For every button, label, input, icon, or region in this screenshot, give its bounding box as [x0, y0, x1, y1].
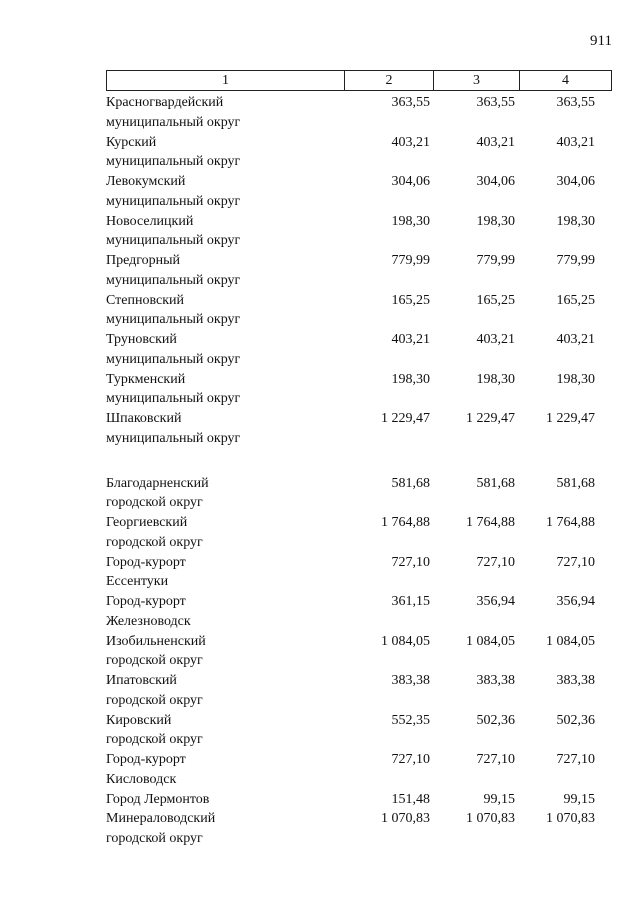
- row-value-v2: 198,30: [391, 213, 430, 229]
- row-name: Труновский муниципальный округ: [106, 332, 241, 367]
- row-value-v4: 403,21: [556, 134, 595, 150]
- row-value-v3: 403,21: [476, 332, 515, 347]
- row-name: Город-курорт Кисловодск: [106, 752, 186, 787]
- row-value-v3: 779,99: [476, 253, 515, 268]
- row-value-v2: 581,68: [391, 475, 430, 491]
- table-row: [0, 133, 640, 173]
- row-value-v2: 727,10: [391, 554, 430, 570]
- row-value-v3: 363,55: [476, 95, 515, 110]
- row-name: Город Лермонтов: [106, 791, 210, 807]
- row-value-v4: 1 084,05: [546, 633, 595, 649]
- table-row: [0, 513, 640, 553]
- table-row: [0, 632, 640, 672]
- row-value-v4: 581,68: [556, 475, 595, 491]
- section-spacer: [0, 449, 640, 474]
- table-row: [0, 370, 640, 410]
- row-name: Георгиевский городской округ: [106, 515, 203, 550]
- row-value-v2: 363,55: [391, 95, 430, 110]
- header-cell-2: 2: [345, 71, 434, 91]
- header-cell-3: 3: [434, 71, 520, 91]
- row-value-v2: 383,38: [391, 673, 430, 688]
- table-header: [106, 70, 612, 91]
- row-name: Город-курорт Железноводск: [106, 594, 191, 629]
- row-value-v3: 502,36: [476, 712, 515, 728]
- table-body: [0, 93, 640, 849]
- table-row: [0, 553, 640, 593]
- table-row: [0, 790, 640, 810]
- row-value-v4: 779,99: [556, 253, 595, 268]
- row-value-v3: 383,38: [476, 673, 515, 688]
- row-value-v4: 304,06: [556, 174, 595, 189]
- row-value-v2: 198,30: [391, 371, 430, 387]
- row-value-v2: 779,99: [391, 253, 430, 268]
- row-name: Изобильненский городской округ: [106, 633, 206, 668]
- row-value-v4: 502,36: [556, 712, 595, 728]
- row-name: Кировский городской округ: [106, 712, 203, 747]
- row-value-v3: 198,30: [476, 371, 515, 387]
- row-name: Минераловодский городской округ: [106, 811, 216, 846]
- row-value-v2: 1 229,47: [381, 411, 430, 426]
- row-value-v2: 151,48: [391, 791, 430, 807]
- row-value-v4: 99,15: [563, 791, 595, 807]
- row-name: Предгорный муниципальный округ: [106, 253, 241, 288]
- row-value-v4: 198,30: [556, 371, 595, 387]
- header-cell-4: 4: [520, 71, 612, 91]
- row-value-v2: 552,35: [391, 712, 430, 728]
- row-value-v3: 1 764,88: [466, 515, 515, 530]
- row-value-v3: 165,25: [476, 292, 515, 308]
- row-value-v4: 727,10: [556, 554, 595, 570]
- row-value-v4: 727,10: [556, 752, 595, 767]
- row-value-v2: 403,21: [391, 134, 430, 150]
- row-value-v4: 1 229,47: [546, 411, 595, 426]
- table-row: [0, 93, 640, 133]
- row-value-v2: 1 084,05: [381, 633, 430, 649]
- row-value-v4: 403,21: [556, 332, 595, 347]
- row-name: Туркменский муниципальный округ: [106, 371, 241, 406]
- row-value-v2: 727,10: [391, 752, 430, 767]
- row-value-v2: 304,06: [391, 174, 430, 189]
- row-value-v3: 727,10: [476, 554, 515, 570]
- table-row: [0, 671, 640, 711]
- table-row: [0, 291, 640, 331]
- page-number: 911: [590, 33, 612, 49]
- table-row: [0, 409, 640, 449]
- row-value-v4: 363,55: [556, 95, 595, 110]
- table-row: [0, 474, 640, 514]
- row-value-v3: 403,21: [476, 134, 515, 150]
- row-value-v3: 99,15: [483, 791, 515, 807]
- table-row: [0, 750, 640, 790]
- row-value-v3: 356,94: [476, 594, 515, 609]
- row-name: Курский муниципальный округ: [106, 134, 241, 169]
- row-name: Благодарненский городской округ: [106, 475, 209, 510]
- row-value-v3: 581,68: [476, 475, 515, 491]
- table-row: [0, 212, 640, 252]
- row-name: Ипатовский городской округ: [106, 673, 203, 708]
- row-name: Степновский муниципальный округ: [106, 292, 241, 327]
- row-value-v3: 1 070,83: [466, 811, 515, 826]
- row-value-v4: 383,38: [556, 673, 595, 688]
- row-value-v2: 361,15: [391, 594, 430, 609]
- row-value-v4: 198,30: [556, 213, 595, 229]
- row-name: Левокумский муниципальный округ: [106, 174, 241, 209]
- row-value-v2: 403,21: [391, 332, 430, 347]
- table-row: [0, 809, 640, 849]
- row-value-v3: 1 084,05: [466, 633, 515, 649]
- row-value-v4: 1 764,88: [546, 515, 595, 530]
- table-row: [0, 251, 640, 291]
- row-value-v4: 356,94: [556, 594, 595, 609]
- row-name: Красногвардейский муниципальный округ: [106, 95, 241, 130]
- row-value-v2: 1 070,83: [381, 811, 430, 826]
- row-value-v2: 165,25: [391, 292, 430, 308]
- row-value-v3: 727,10: [476, 752, 515, 767]
- row-name: Шпаковский муниципальный округ: [106, 411, 241, 446]
- table-row: [0, 330, 640, 370]
- row-name: Город-курорт Ессентуки: [106, 554, 186, 589]
- table-header-row: [107, 71, 612, 91]
- row-name: Новоселицкий муниципальный округ: [106, 213, 241, 248]
- row-value-v3: 198,30: [476, 213, 515, 229]
- row-value-v3: 1 229,47: [466, 411, 515, 426]
- row-value-v4: 1 070,83: [546, 811, 595, 826]
- row-value-v3: 304,06: [476, 174, 515, 189]
- table-row: [0, 592, 640, 632]
- table-row: [0, 172, 640, 212]
- header-cell-1: 1: [107, 71, 345, 91]
- table-row: [0, 711, 640, 751]
- row-value-v4: 165,25: [556, 292, 595, 308]
- row-value-v2: 1 764,88: [381, 515, 430, 530]
